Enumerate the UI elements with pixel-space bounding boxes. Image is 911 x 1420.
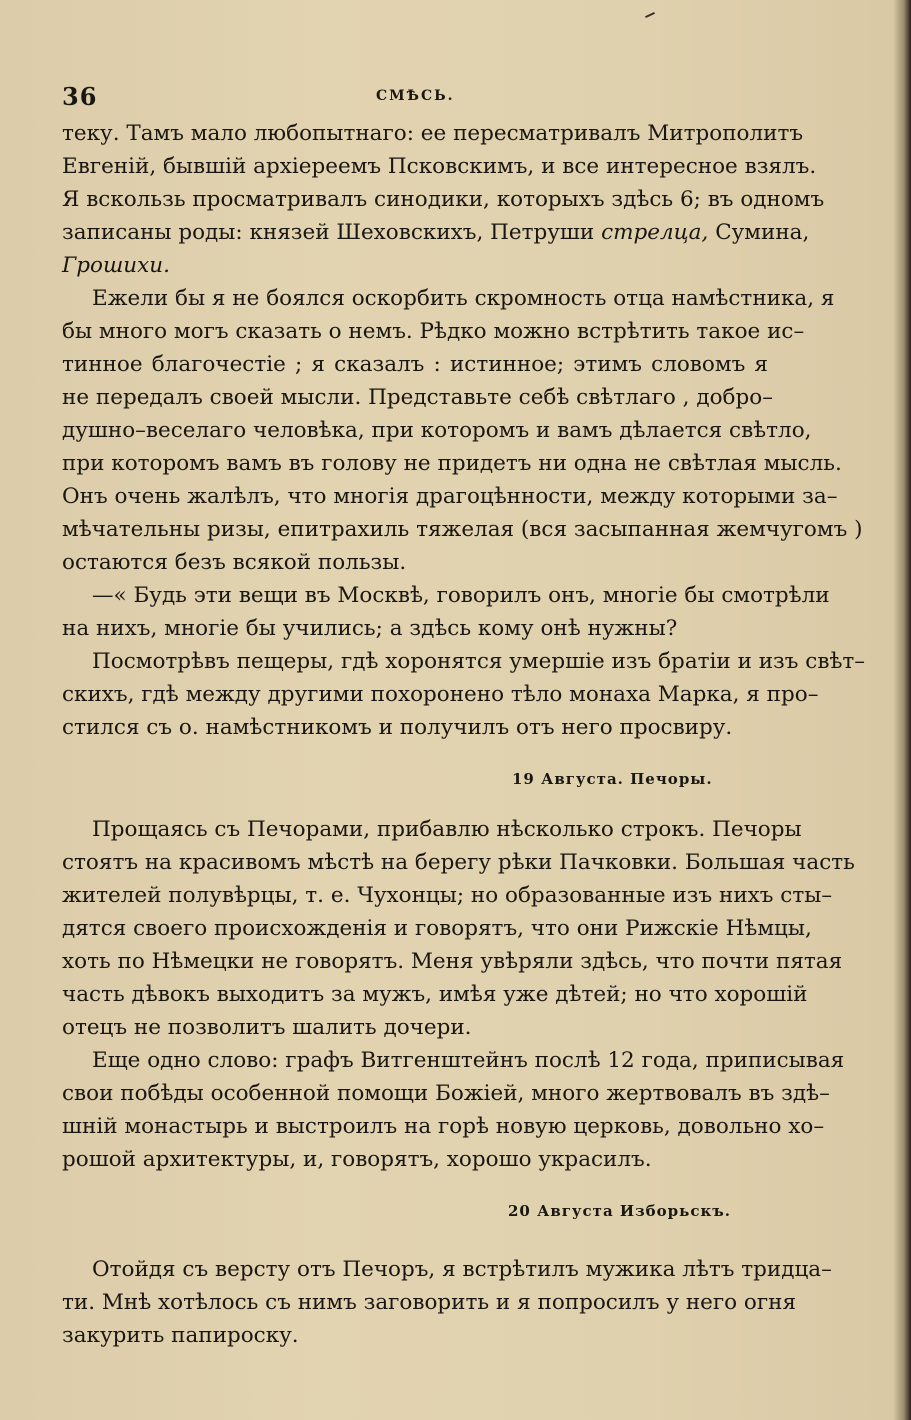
text-fragment: записаны роды: князей Шеховскихъ, Петруши [62, 220, 595, 245]
page-number: 36 [62, 82, 98, 111]
text-line: шній монастырь и выстроилъ на горѣ новую церковь, довольно хо– [62, 1114, 825, 1139]
text-line [62, 219, 810, 247]
text-line: Онъ очень жалѣлъ, что многія драгоцѣнности, между которыми за– [62, 484, 838, 509]
text-line: хоть по Нѣмецки не говорятъ. Меня увѣряли здѣсь, что почти пятая [62, 949, 843, 974]
text-line: не передалъ своей мысли. Представьте себѣ свѣтлаго , добро– [62, 385, 773, 410]
text-line: на нихъ, многіе бы учились; а здѣсь кому онѣ нужны? [62, 616, 678, 641]
italic-word: стрелца, [601, 220, 709, 245]
ink-mark [645, 12, 655, 18]
text-line: душно–веселаго человѣка, при которомъ и вамъ дѣлается свѣтло, [62, 418, 812, 443]
page-edge-shadow [893, 0, 911, 1420]
text-line: Евгеній, бывшій архіереемъ Псковскимъ, и все интересное взялъ. [62, 154, 817, 179]
text-line: теку. Тамъ мало любопытнаго: ее пересматривалъ Митрополитъ [62, 121, 804, 146]
text-line: рошой архитектуры, и, говорятъ, хорошо украсилъ. [62, 1147, 652, 1172]
text-line: Посмотрѣвъ пещеры, гдѣ хоронятся умершіе изъ братіи и изъ свѣт– [92, 649, 866, 674]
text-line: закурить папироску. [62, 1323, 299, 1348]
text-line: тинное благочестіе ; я сказалъ : истинное; этимъ словомъ я [62, 352, 768, 377]
dateline: 20 Августа Изборьскъ. [508, 1202, 732, 1220]
text-line: Грошихи. [62, 253, 170, 278]
text-line: Ежели бы я не боялся оскорбить скромность отца намѣстника, я [92, 286, 835, 311]
text-line: дятся своего происхожденія и говорятъ, что они Рижскіе Нѣмцы, [62, 916, 812, 941]
text-line: стился съ о. намѣстникомъ и получилъ отъ него просвиру. [62, 715, 733, 740]
text-line: часть дѣвокъ выходитъ за мужъ, имѣя уже дѣтей; но что хорошій [62, 982, 808, 1007]
text-fragment: Сумина, [715, 220, 810, 245]
text-line: отецъ не позволитъ шалить дочери. [62, 1015, 472, 1040]
page-header [62, 82, 801, 112]
dateline: 19 Августа. Печоры. [512, 770, 713, 788]
text-line: жителей полувѣрцы, т. е. Чухонцы; но образованные изъ нихъ сты– [62, 883, 833, 908]
text-line: бы много могъ сказать о немъ. Рѣдко можно встрѣтить такое ис– [62, 319, 805, 344]
text-line: мѣчательны ризы, епитрахиль тяжелая (вся засыпанная жемчугомъ ) [62, 517, 863, 542]
text-line: Отойдя съ версту отъ Печоръ, я встрѣтилъ мужика лѣтъ тридца– [92, 1257, 832, 1282]
text-line: Прощаясь съ Печорами, прибавлю нѣсколько строкъ. Печоры [92, 817, 802, 842]
text-line: стоятъ на красивомъ мѣстѣ на берегу рѣки Пачковки. Большая часть [62, 850, 855, 875]
text-line: скихъ, гдѣ между другими похоронено тѣло монаха Марка, я про– [62, 682, 819, 707]
text-line: —« Будь эти вещи въ Москвѣ, говорилъ онъ, многіе бы смотрѣли [92, 583, 830, 608]
text-line: свои побѣды особенной помощи Божіей, много жертвовалъ въ здѣ– [62, 1081, 830, 1106]
text-line: Я вскользь просматривалъ синодики, которыхъ здѣсь 6; въ одномъ [62, 187, 825, 212]
text-line: при которомъ вамъ въ голову не придетъ ни одна не свѣтлая мысль. [62, 451, 842, 476]
text-line: Еще одно слово: графъ Витгенштейнъ послѣ 12 года, приписывая [92, 1048, 845, 1073]
running-head: СМѢСЬ. [376, 88, 455, 104]
text-line: остаются безъ всякой пользы. [62, 550, 407, 575]
text-line: ти. Мнѣ хотѣлось съ нимъ заговорить и я попросилъ у него огня [62, 1290, 797, 1315]
